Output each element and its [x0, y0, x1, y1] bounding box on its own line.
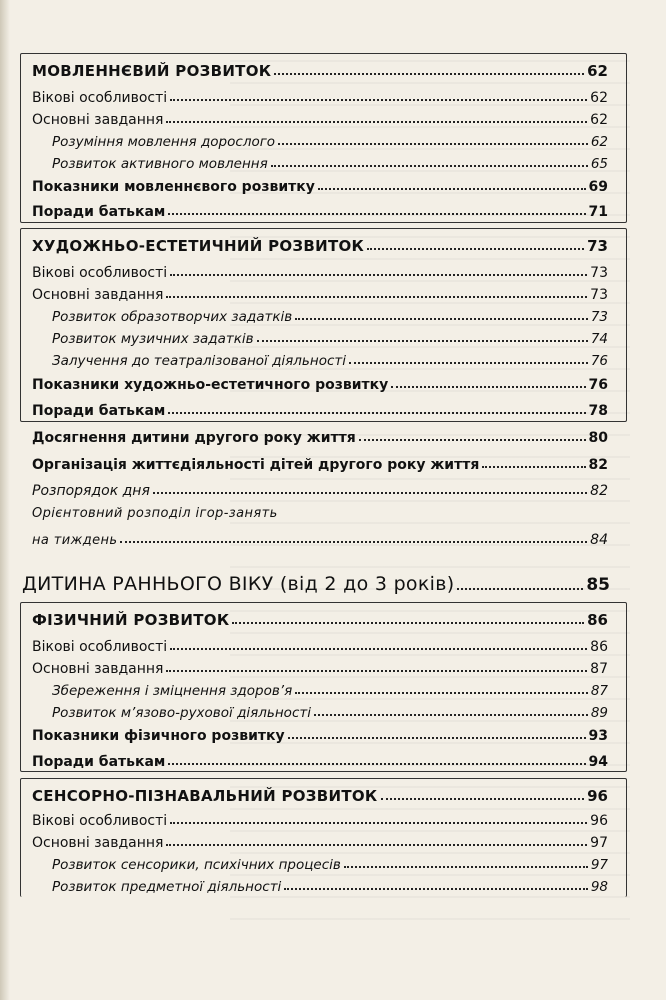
page-number: 84 — [590, 532, 608, 548]
toc-entry-physical-advice[interactable] — [32, 748, 608, 770]
toc-entry-label: Організація життєдіяльності дітей другого року життя — [32, 457, 480, 473]
toc-entry-label: Вікові особливості — [32, 265, 168, 281]
page-number: 62 — [587, 62, 608, 80]
leader-dots — [284, 888, 588, 890]
leader-dots — [367, 248, 584, 250]
leader-dots — [381, 798, 585, 800]
page-number: 62 — [590, 134, 608, 150]
toc-entry-label: Розвиток сенсорики, психічних процесів — [52, 857, 341, 873]
page-number: 80 — [588, 430, 608, 446]
toc-entry-sensory-tasks[interactable] — [32, 829, 608, 851]
page-number: 74 — [590, 331, 608, 347]
toc-entry-speech-advice[interactable] — [32, 198, 608, 220]
toc-entry-label: МОВЛЕННЄВИЙ РОЗВИТОК — [32, 62, 272, 80]
leader-dots — [344, 866, 588, 868]
toc-entry-art-tasks[interactable] — [32, 281, 608, 303]
leader-dots — [170, 822, 587, 824]
page-number: 62 — [590, 90, 608, 106]
page-number: 98 — [590, 879, 608, 895]
toc-entry-sensory-age[interactable] — [32, 807, 608, 829]
toc-sub-art-3[interactable] — [52, 347, 608, 369]
leader-dots — [274, 73, 584, 75]
toc-sub-physical-1[interactable] — [52, 677, 608, 699]
leader-dots — [153, 492, 587, 494]
page-number: 94 — [588, 754, 608, 770]
toc-entry-label: Розвиток предметної діяльності — [52, 879, 282, 895]
leader-dots — [457, 588, 583, 590]
toc-entry-label: Вікові особливості — [32, 90, 168, 106]
leader-dots — [257, 340, 588, 342]
leader-dots — [166, 121, 587, 123]
page-number: 82 — [590, 483, 608, 499]
toc-entry-label: Розвиток музичних задатків — [52, 331, 254, 347]
toc-heading-sensory[interactable] — [32, 783, 608, 805]
toc-entry-label: Основні завдання — [32, 287, 164, 303]
page-number: 96 — [587, 787, 608, 805]
page-number: 86 — [590, 639, 608, 655]
toc-entry-label: Вікові особливості — [32, 813, 168, 829]
page-number: 85 — [586, 575, 610, 595]
leader-dots — [170, 274, 587, 276]
page-number: 97 — [590, 835, 608, 851]
toc-entry-label: Розуміння мовлення дорослого — [52, 134, 276, 150]
toc-entry-label: Досягнення дитини другого року життя — [32, 430, 356, 446]
leader-dots — [278, 143, 588, 145]
toc-entry-speech-age[interactable] — [32, 84, 608, 106]
page-number: 97 — [590, 857, 608, 873]
leader-dots — [120, 541, 587, 543]
toc-entry-achievements[interactable] — [32, 424, 608, 446]
leader-dots — [314, 714, 588, 716]
leader-dots — [168, 412, 585, 414]
leader-dots — [166, 844, 587, 846]
leader-dots — [295, 692, 588, 694]
leader-dots — [349, 362, 588, 364]
toc-entry-label: Розвиток образотворчих задатків — [52, 309, 293, 325]
toc-entry-schedule[interactable] — [32, 477, 608, 499]
toc-entry-label: ХУДОЖНЬО-ЕСТЕТИЧНИЙ РОЗВИТОК — [32, 237, 365, 255]
toc-sub-art-1[interactable] — [52, 303, 608, 325]
toc-entry-label: Розпорядок дня — [32, 483, 150, 499]
toc-entry-art-indicators[interactable] — [32, 371, 608, 393]
toc-entry-games[interactable] — [32, 526, 608, 548]
page-number: 73 — [590, 287, 608, 303]
toc-entry-label: Показники фізичного розвитку — [32, 728, 285, 744]
toc-entry-label: СЕНСОРНО-ПІЗНАВАЛЬНИЙ РОЗВИТОК — [32, 787, 378, 805]
page-number: 82 — [588, 457, 608, 473]
leader-dots — [232, 622, 584, 624]
leader-dots — [318, 188, 586, 190]
toc-entry-label: Основні завдання — [32, 835, 164, 851]
toc-entry-label: Залучення до театралізованої діяльності — [52, 353, 347, 369]
page-number: 89 — [590, 705, 608, 721]
toc-heading-art[interactable] — [32, 233, 608, 255]
leader-dots — [170, 648, 587, 650]
toc-chapter-early-age[interactable] — [22, 569, 610, 595]
page-number: 76 — [588, 377, 608, 393]
toc-entry-label: ФІЗИЧНИЙ РОЗВИТОК — [32, 611, 230, 629]
toc-entry-label: Основні завдання — [32, 661, 164, 677]
toc-entry-games-line1[interactable]: Орієнтовний розподіл ігор-занять — [32, 506, 278, 521]
page-number: 86 — [587, 611, 608, 629]
leader-dots — [271, 165, 588, 167]
page-number: 71 — [588, 204, 608, 220]
page-number: 62 — [590, 112, 608, 128]
toc-sub-speech-1[interactable] — [52, 128, 608, 150]
toc-sub-art-2[interactable] — [52, 325, 608, 347]
leader-dots — [168, 213, 585, 215]
toc-entry-label: Вікові особливості — [32, 639, 168, 655]
page-number: 93 — [588, 728, 608, 744]
leader-dots — [288, 737, 586, 739]
toc-entry-art-advice[interactable] — [32, 397, 608, 419]
page-number: 65 — [590, 156, 608, 172]
page-number: 78 — [588, 403, 608, 419]
toc-entry-label: Розвиток м’язово-рухової діяльності — [52, 705, 311, 721]
page-number: 73 — [590, 309, 608, 325]
toc-entry-label: Поради батькам — [32, 204, 166, 220]
toc-entry-label: Показники мовленнєвого розвитку — [32, 179, 315, 195]
toc-sub-sensory-1[interactable] — [52, 851, 608, 873]
toc-entry-label: Поради батькам — [32, 754, 166, 770]
toc-entry-label: Основні завдання — [32, 112, 164, 128]
toc-entry-label: Розвиток активного мовлення — [52, 156, 268, 172]
toc-entry-label: Збереження і зміцнення здоров’я — [52, 683, 293, 699]
toc-sub-speech-2[interactable] — [52, 150, 608, 172]
toc-entry-art-age[interactable] — [32, 259, 608, 281]
leader-dots — [170, 99, 587, 101]
page-number: 96 — [590, 813, 608, 829]
toc-entry-label: Показники художньо-естетичного розвитку — [32, 377, 389, 393]
leader-dots — [482, 466, 585, 468]
leader-dots — [359, 439, 586, 441]
leader-dots — [166, 296, 587, 298]
toc-sub-sensory-2[interactable] — [52, 873, 608, 895]
leader-dots — [295, 318, 588, 320]
toc-entry-speech-tasks[interactable] — [32, 106, 608, 128]
toc-heading-speech[interactable] — [32, 58, 608, 80]
toc-entry-label: Поради батькам — [32, 403, 166, 419]
toc-entry-label: на тиждень — [32, 533, 118, 548]
toc-entry-physical-indicators[interactable] — [32, 722, 608, 744]
leader-dots — [166, 670, 587, 672]
leader-dots — [168, 763, 585, 765]
toc-entry-physical-age[interactable] — [32, 633, 608, 655]
page-number: 76 — [590, 353, 608, 369]
chapter-title: ДИТИНА РАННЬОГО ВІКУ (від 2 до 3 років) — [22, 573, 455, 595]
page-number: 73 — [590, 265, 608, 281]
page-number: 87 — [590, 661, 608, 677]
page-number: 87 — [590, 683, 608, 699]
toc-sub-physical-2[interactable] — [52, 699, 608, 721]
toc-entry-physical-tasks[interactable] — [32, 655, 608, 677]
toc-entry-speech-indicators[interactable] — [32, 173, 608, 195]
page-number: 69 — [588, 179, 608, 195]
toc-entry-organization[interactable] — [32, 451, 608, 473]
page-number: 73 — [587, 237, 608, 255]
leader-dots — [391, 386, 585, 388]
toc-heading-physical[interactable] — [32, 607, 608, 629]
